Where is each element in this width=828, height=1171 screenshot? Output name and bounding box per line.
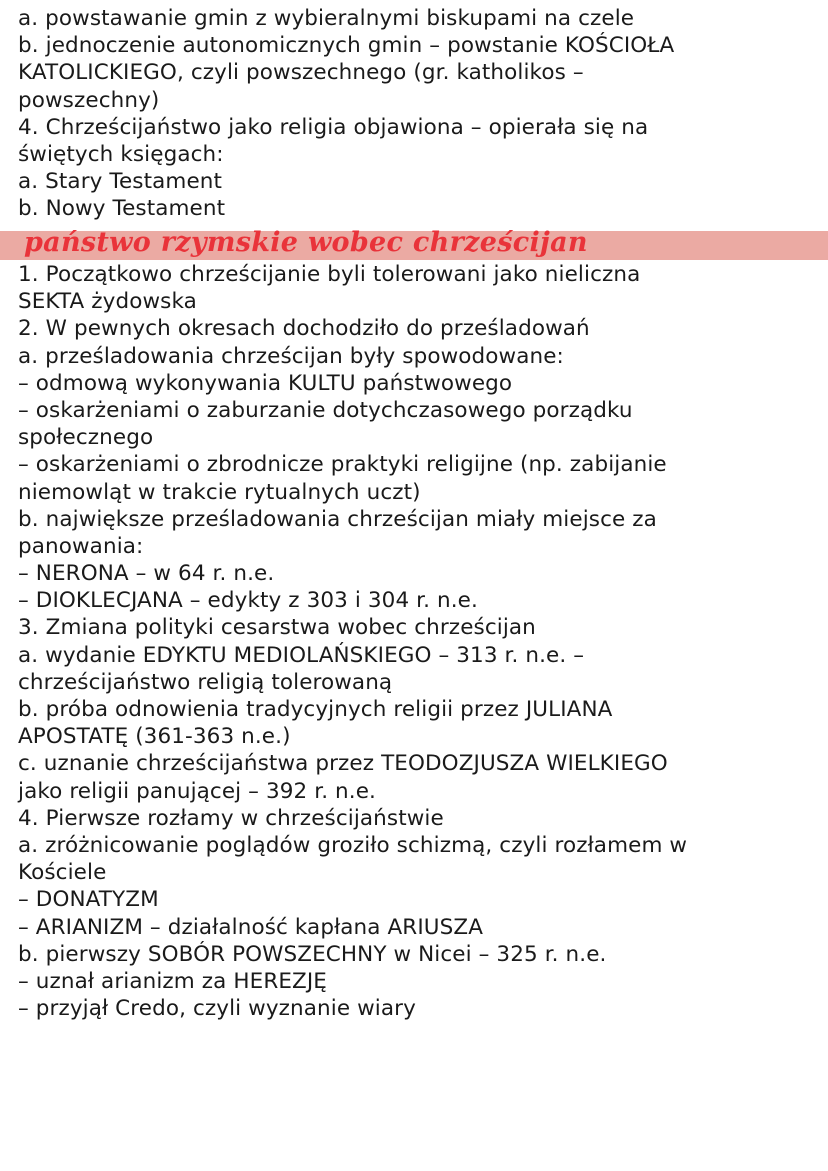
text-line: – oskarżeniami o zbrodnicze praktyki religijne (np. zabijanie — [18, 452, 667, 478]
text-line: b. największe prześladowania chrześcijan miały miejsce za — [18, 506, 657, 532]
text-line: – oskarżeniami o zaburzanie dotychczasowego porządku — [18, 397, 633, 423]
text-line: powszechny) — [18, 87, 160, 113]
text-line: b. pierwszy SOBÓR POWSZECHNY w Nicei – 325 r. n.e. — [18, 941, 607, 967]
text-line: jako religii panującej – 392 r. n.e. — [18, 778, 376, 804]
text-line: a. wydanie EDYKTU MEDIOLAŃSKIEGO – 313 r. n.e. – — [18, 642, 585, 668]
text-line: SEKTA żydowska — [18, 289, 197, 315]
text-line: – DIOKLECJANA – edykty z 303 i 304 r. n.e. — [18, 588, 478, 614]
notes-section-top — [18, 5, 818, 223]
text-line: – DONATYZM — [18, 887, 159, 913]
text-line: – ARIANIZM – działalność kapłana ARIUSZA — [18, 914, 484, 940]
text-line: b. jednoczenie autonomicznych gmin – powstanie KOŚCIOŁA — [18, 33, 675, 59]
text-line: 3. Zmiana polityki cesarstwa wobec chrześcijan — [18, 615, 536, 641]
text-line: Kościele — [18, 860, 107, 886]
text-line: świętych księgach: — [18, 141, 224, 167]
text-line: a. Stary Testament — [18, 169, 223, 195]
text-line: niemowląt w trakcie rytualnych uczt) — [18, 479, 421, 505]
text-line: – uznał arianizm za HEREZJĘ — [18, 968, 327, 994]
text-line: 4. Chrześcijaństwo jako religia objawiona – opierała się na — [18, 114, 649, 140]
text-line: – przyjął Credo, czyli wyznanie wiary — [18, 996, 416, 1022]
text-line: KATOLICKIEGO, czyli powszechnego (gr. katholikos – — [18, 60, 584, 86]
section-heading: państwo rzymskie wobec chrześcijan — [24, 227, 588, 258]
text-line: – odmową wykonywania KULTU państwowego — [18, 370, 513, 396]
text-line: a. prześladowania chrześcijan były spowodowane: — [18, 343, 564, 369]
text-line: 1. Początkowo chrześcijanie byli tolerowani jako nieliczna — [18, 262, 641, 287]
text-line: – NERONA – w 64 r. n.e. — [18, 561, 275, 587]
text-line: c. uznanie chrześcijaństwa przez TEODOZJUSZA WIELKIEGO — [18, 751, 668, 777]
text-line: społecznego — [18, 425, 154, 451]
text-line: b. próba odnowienia tradycyjnych religii przez JULIANA — [18, 697, 613, 722]
text-line: a. powstawanie gmin z wybieralnymi biskupami na czele — [18, 6, 635, 31]
text-line: APOSTATĘ (361-363 n.e.) — [18, 724, 291, 750]
notes-section-body — [18, 261, 818, 1022]
text-line: 2. W pewnych okresach dochodziło do prześladowań — [18, 316, 590, 342]
text-line: a. zróżnicowanie poglądów groziło schizmą, czyli rozłamem w — [18, 832, 688, 858]
text-line: b. Nowy Testament — [18, 196, 226, 222]
text-line: panowania: — [18, 533, 144, 559]
text-line: 4. Pierwsze rozłamy w chrześcijaństwie — [18, 805, 444, 831]
text-line: chrześcijaństwo religią tolerowaną — [18, 669, 393, 695]
